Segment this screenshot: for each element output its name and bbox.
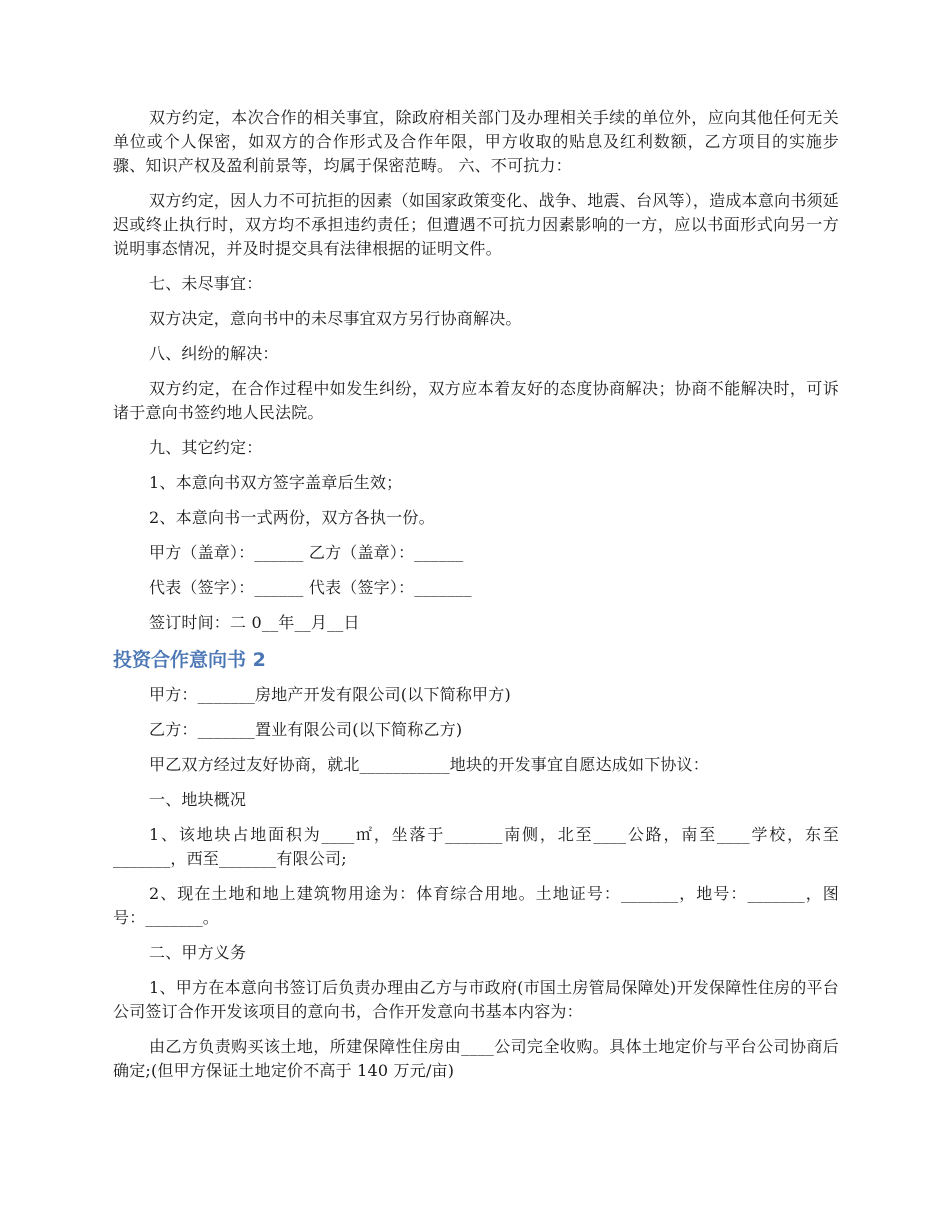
document-page: [113, 106, 839, 1094]
list-item-copies: 2、本意向书一式两份，双方各执一份。: [149, 508, 435, 527]
heading-other-agreements: 九、其它约定：: [149, 438, 263, 457]
list-item-party-a-duty: 1、甲方在本意向书签订后负责办理由乙方与市政府(市国土房管局保障处)开发保障性住房的平台公司签订合作开发该项目的意向书，合作开发意向书基本内容为：: [113, 978, 839, 1021]
list-item-land-use: 2、现在土地和地上建筑物用途为：体育综合用地。土地证号：_______，地号：_______，图号：_______。: [113, 884, 839, 927]
paragraph-confidentiality: 双方约定，本次合作的相关事宜，除政府相关部门及办理相关手续的单位外，应向其他任何无关单位或个人保密，如双方的合作形式及合作年限，甲方收取的贴息及红利数额，乙方项目的实施步骤、知识产权及盈利前景等，均属于保密范畴。 六、不可抗力：: [113, 108, 839, 175]
signature-line-seal: 甲方（盖章）：______ 乙方（盖章）：______: [149, 543, 464, 562]
paragraph-agreement-intro: 甲乙双方经过友好协商，就北___________地块的开发事宜自愿达成如下协议：: [149, 755, 710, 774]
list-item-effective: 1、本意向书双方签字盖章后生效；: [149, 473, 403, 492]
party-a-line: 甲方：_______房地产开发有限公司(以下简称甲方): [149, 685, 511, 704]
paragraph-dispute-resolution: 双方约定，在合作过程中如发生纠纷，双方应本着友好的态度协商解决；协商不能解决时，可诉诸于意向书签约地人民法院。: [113, 379, 839, 422]
heading-party-a-obligations: 二、甲方义务: [149, 943, 247, 962]
heading-land-overview: 一、地块概况: [149, 790, 247, 809]
party-b-line: 乙方：_______置业有限公司(以下简称乙方): [149, 720, 463, 739]
list-item-land-area: 1、该地块占地面积为____㎡，坐落于_______南侧，北至____公路，南至____学校，东至_______，西至_______有限公司;: [113, 825, 839, 868]
section-title: 投资合作意向书 2: [113, 649, 266, 671]
signing-date-line: 签订时间：二 0__年__月__日: [149, 613, 360, 632]
paragraph-force-majeure: 双方约定，因人力不可抗拒的因素（如国家政策变化、战争、地震、台风等），造成本意向书须延迟或终止执行时，双方均不承担违约责任；但遭遇不可抗力因素影响的一方，应以书面形式向另一方说明事态情况，并及时提交具有法律根据的证明文件。: [113, 191, 839, 258]
paragraph-unfinished-matters: 双方决定，意向书中的未尽事宜双方另行协商解决。: [149, 309, 522, 328]
heading-unfinished-matters: 七、未尽事宜：: [149, 274, 263, 293]
signature-line-representative: 代表（签字）：______ 代表（签字）：_______: [149, 578, 472, 597]
paragraph-purchase-terms: 由乙方负责购买该土地，所建保障性住房由____公司完全收购。具体土地定价与平台公司协商后确定;(但甲方保证土地定价不高于 140 万元/亩): [113, 1037, 839, 1080]
heading-dispute-resolution: 八、纠纷的解决：: [149, 344, 279, 363]
